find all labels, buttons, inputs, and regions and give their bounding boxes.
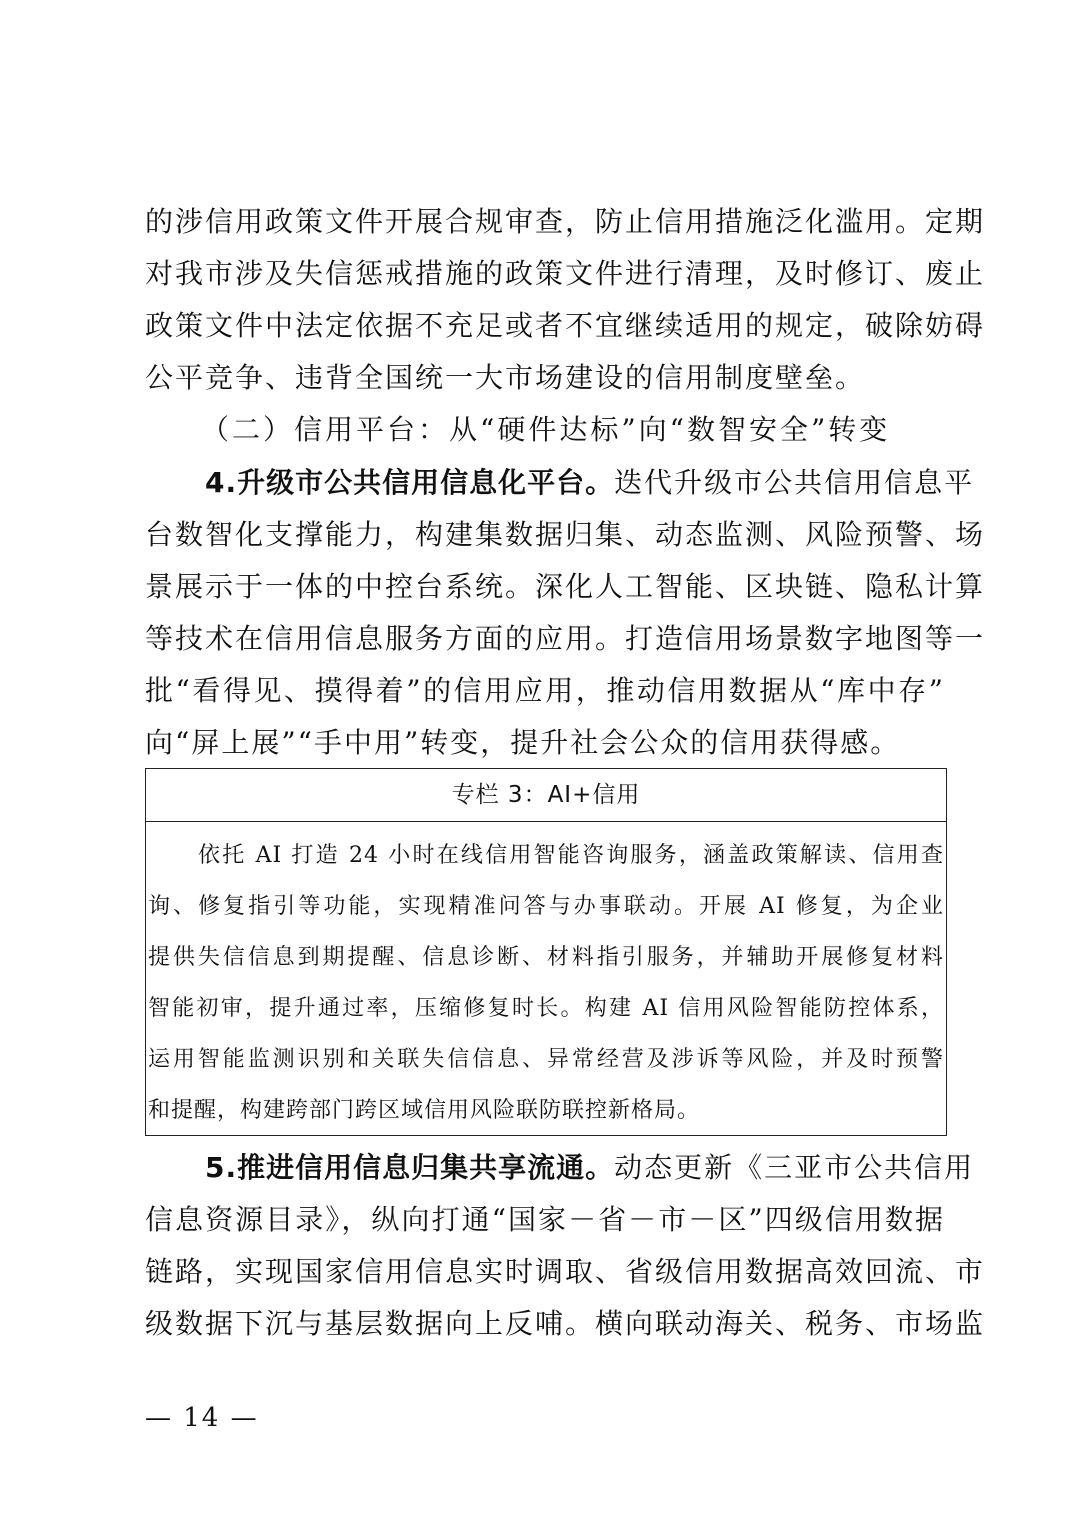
text-line: 景展示于一体的中控台系统。深化人工智能、区块链、隐私计算 <box>145 570 986 603</box>
column-box-line: 智能初审，提升通过率，压缩修复时长。构建 AI 信用风险智能防控体系， <box>148 996 944 1021</box>
text-line: 级数据下沉与基层数据向上反哺。横向联动海关、税务、市场监 <box>145 1307 986 1340</box>
column-box <box>145 768 947 1136</box>
text-line: 信息资源目录》，纵向打通“国家－省－市－区”四级信用数据 <box>145 1203 945 1236</box>
item-5-lead: 5.推进信用信息归集共享流通。 <box>205 1151 615 1184</box>
text-line: 政策文件中法定依据不充足或者不宜继续适用的规定，破除妨碍 <box>145 309 986 342</box>
section-heading: （二）信用平台：从“硬件达标”向“数智安全”转变 <box>201 413 891 446</box>
text-line <box>145 1148 975 1188</box>
column-box-title: 专栏 3：AI+信用 <box>146 769 946 822</box>
text-line: 台数智化支撑能力，构建集数据归集、动态监测、风险预警、场 <box>145 518 986 551</box>
column-box-line: 询、修复指引等功能，实现精准问答与办事联动。开展 AI 修复，为企业 <box>148 894 944 919</box>
column-box-line: 提供失信信息到期提醒、信息诊断、材料指引服务，并辅助开展修复材料 <box>148 945 944 970</box>
column-box-line: 运用智能监测识别和关联失信信息、异常经营及涉诉等风险，并及时预警 <box>148 1047 944 1072</box>
text-line <box>145 463 975 503</box>
text-line: 向“屏上展”“手中用”转变，提升社会公众的信用获得感。 <box>145 726 901 759</box>
text-line: 链路，实现国家信用信息实时调取、省级信用数据高效回流、市 <box>145 1255 986 1288</box>
text-line: 对我市涉及失信惩戒措施的政策文件进行清理，及时修订、废止 <box>145 257 986 290</box>
text-line: 公平竞争、违背全国统一大市场建设的信用制度壁垒。 <box>145 361 866 394</box>
text-line: 等技术在信用信息服务方面的应用。打造信用场景数字地图等一 <box>145 622 986 655</box>
text-line: 的涉信用政策文件开展合规审查，防止信用措施泛化滥用。定期 <box>145 205 986 238</box>
page-number: — 14 — <box>145 1403 259 1433</box>
item-4-lead: 4.升级市公共信用信息化平台。 <box>205 466 615 499</box>
text-line: 批“看得见、摸得着”的信用应用，推动信用数据从“库中存” <box>145 674 945 707</box>
item-5-first-line-rest: 动态更新《三亚市公共信用 <box>614 1151 975 1184</box>
column-box-line: 和提醒，构建跨部门跨区域信用风险联防联控新格局。 <box>148 1098 701 1123</box>
column-box-line: 依托 AI 打造 24 小时在线信用智能咨询服务，涵盖政策解读、信用查 <box>198 843 944 868</box>
item-4-first-line-rest: 迭代升级市公共信用信息平 <box>614 466 975 499</box>
